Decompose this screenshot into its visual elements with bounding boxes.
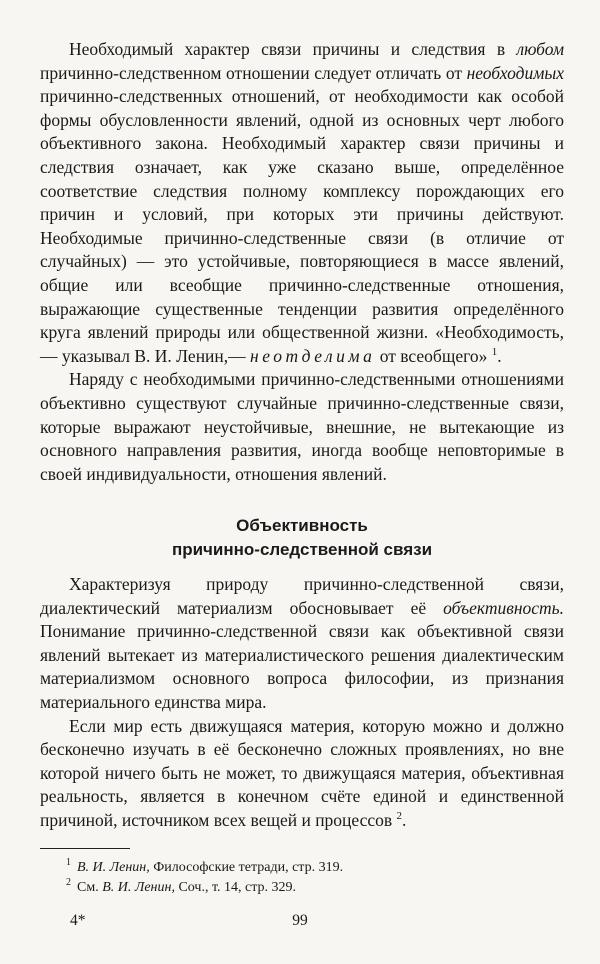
paragraph-objectivity: Характеризуя природу причинно-следственной связи, диалектический материализм обосновывает её объективность. Понимание причинно-следственной связи как объективной связи явлений вытекает из материалистического решения диалектическим материализмом основного вопроса философии, из признания материального единства мира.: [40, 574, 564, 712]
footnote-divider: [40, 848, 130, 849]
footnote-2: $^2$ См. В. И. Ленин, Соч., т. 14, стр. 329.: [66, 877, 297, 895]
text-block-1: [40, 38, 564, 486]
text-block-2: [40, 573, 564, 833]
footnotes: [66, 858, 546, 898]
spaced-emphasis: неотделима: [250, 345, 376, 366]
footnote-1: $^1$ В. И. Ленин, Философские тетради, стр. 319.: [66, 857, 344, 875]
paragraph-random-links: Наряду с необходимыми причинно-следственными отношениями объективно существуют случайные причинно-следственные связи, которые выражают неустойчивые, внешние, не вытекающие из основного направления развития, иногда вообще неповторимые в своей индивидуальности, отношения явлений.: [40, 369, 564, 484]
footnote-ref-2[interactable]: 2: [396, 810, 403, 823]
page-number: 99: [292, 912, 308, 929]
signature-mark: 4*: [70, 912, 86, 929]
heading-line-1: Объективность: [236, 516, 368, 535]
heading-line-2: причинно-следственной связи: [171, 540, 433, 559]
footnote-ref-1[interactable]: 1: [491, 345, 498, 358]
emphasis-any: любом: [516, 39, 564, 59]
paragraph-necessity: Необходимый характер связи причины и следствия в любом причинно-следственном отношении следует отличать от необходимых причинно-следственных отношений, от необходимости как особой формы обусловленности явлений, одной из основных черт любого объективного закона. Необходимый характер связи причины и следствия означает, как уже сказано выше, определённое соответствие следствия полному комплексу порождающих его причин и условий, при которых эти причины действуют. Необходимые причинно-следственные связи (в отличие от случайных) — это устойчивые, повторяющиеся в массе явлений, общие или всеобщие причинно-следственные отношения, выражающие существенные тенденции развития определённого круга явлений природы или общественной жизни. «Необходимость,— указывал В. И. Ленин,— неотделима от всеобщего» $^1$.: [40, 39, 564, 366]
emphasis-objectivity: объективность.: [443, 597, 564, 618]
paragraph-moving-matter: Если мир есть движущаяся материя, которую можно и должно бесконечно изучать в её бесконечно сложных проявлениях, но вне которой ничего быть не может, то движущаяся материя, объективная реальность, является в конечном счёте единой и единственной причиной, источником всех вещей и процессов $^2$.: [40, 715, 564, 830]
emphasis-necessary: необходимых: [466, 62, 564, 83]
section-heading: [40, 514, 564, 562]
